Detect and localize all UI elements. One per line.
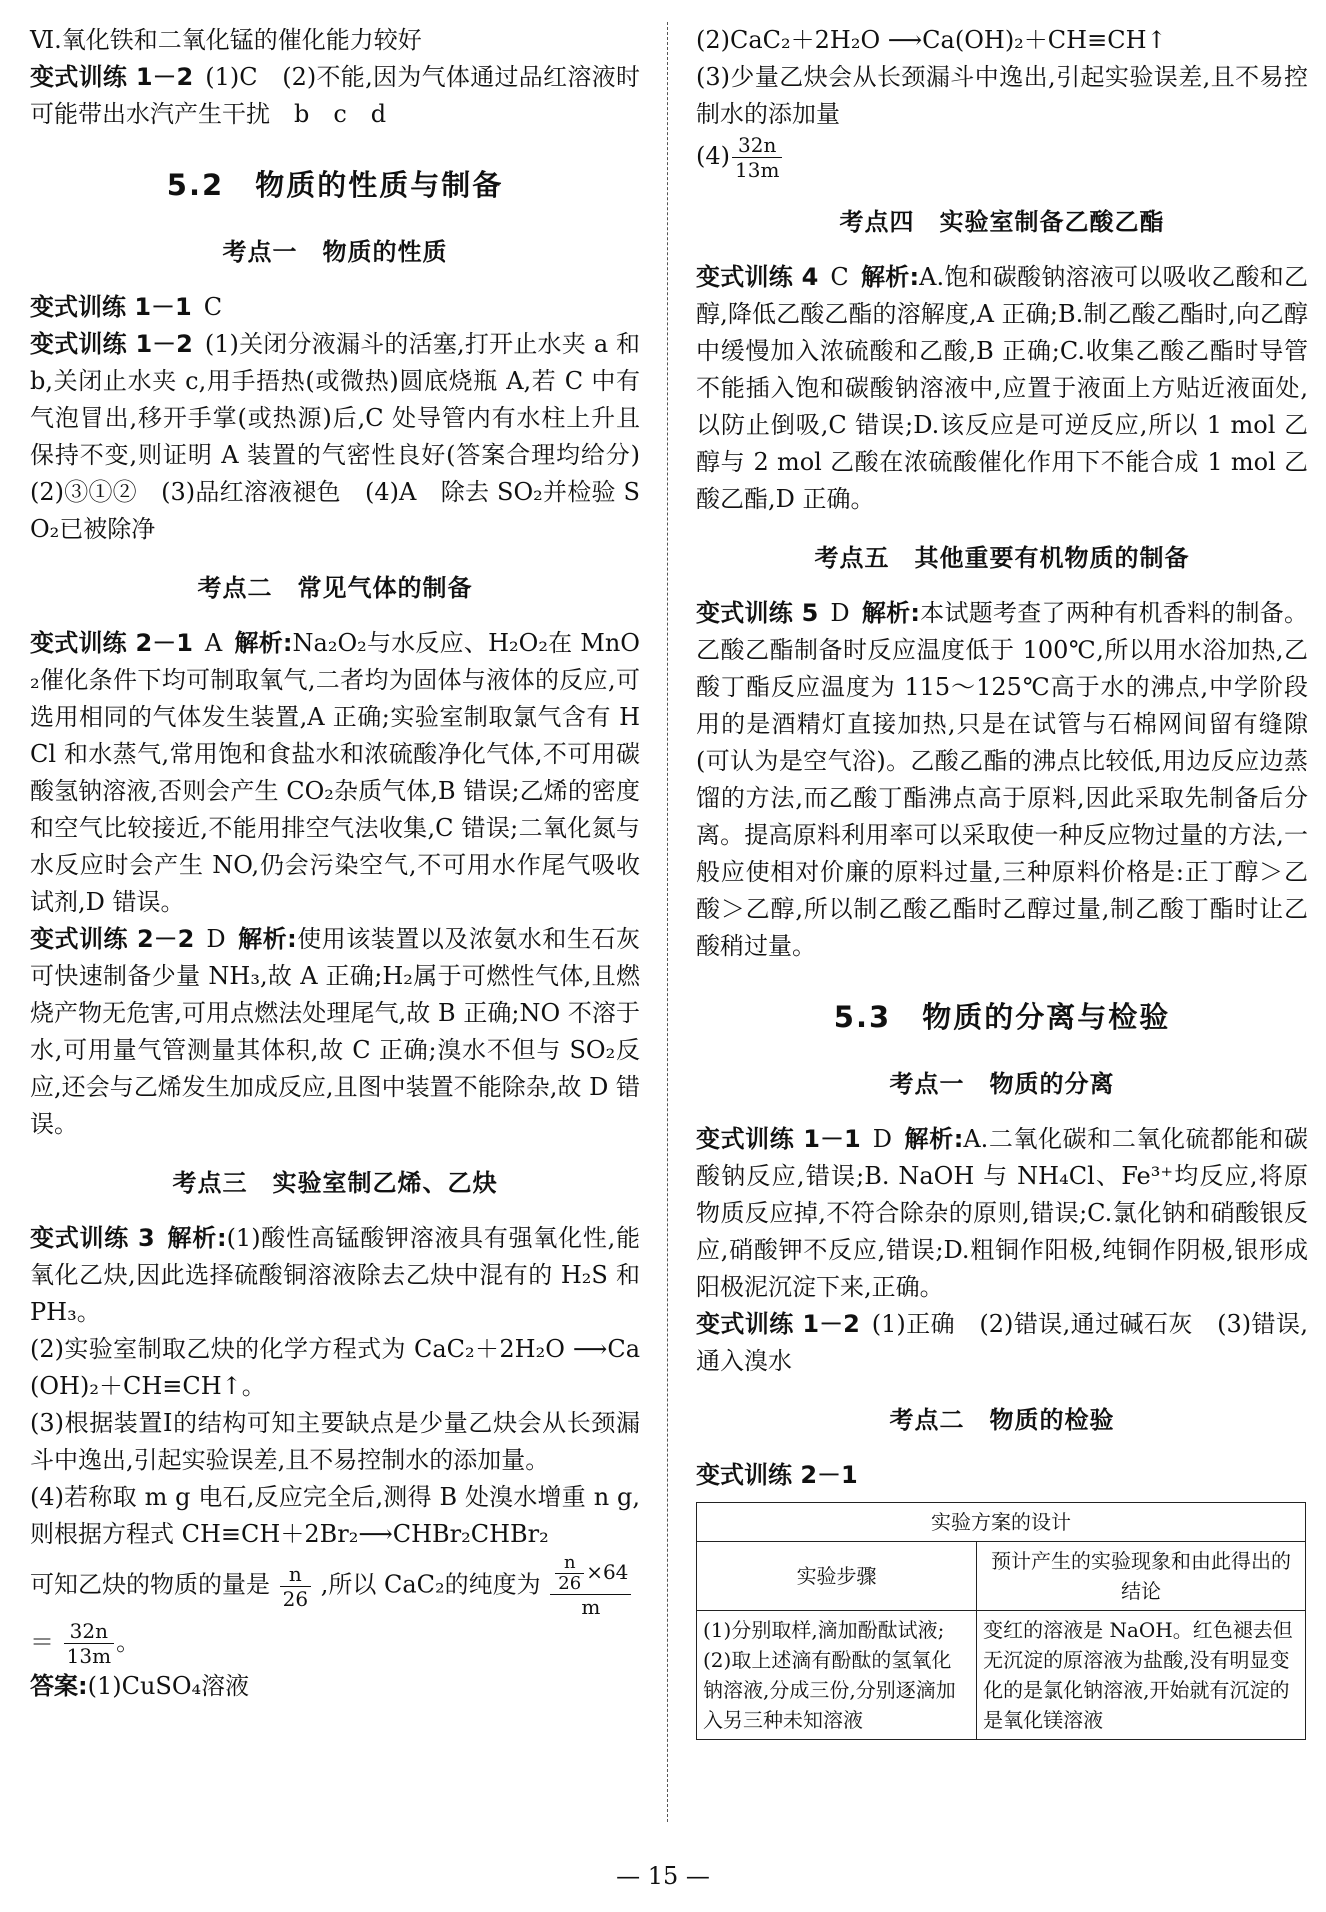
topic-title: 考点二 常见气体的制备	[197, 574, 473, 602]
exercise-5	[696, 595, 1308, 965]
analysis-part-4: (4)若称取 m g 电石,反应完全后,测得 B 处溴水增重 n g,则根据方程式 CH≡CH＋2Br₂⟶CHBr₂CHBr₂	[30, 1483, 640, 1548]
answer-part-4: (4) $\frac{32n}{13m}$	[696, 133, 1308, 182]
analysis-text: 使用该装置以及浓氨水和生石灰可快速制备少量 NH₃,故 A 正确;H₂属于可燃性气体,且燃烧产物无危害,可用点燃法处理尾气,故 B 正确;NO 不溶于水,可用量气管测量其体积,故 C 正确;溴水不但与 SO₂反应,还会与乙烯发生加成反应,且图中装置不能除杂,故 D 错误。	[30, 925, 640, 1138]
formula-text: ,所以 CaC₂的纯度为	[320, 1570, 541, 1599]
column-divider	[667, 22, 668, 1822]
section-number: 5.2	[166, 168, 225, 202]
exercise-answer: C	[203, 293, 223, 321]
analysis-label: 解析:	[166, 1224, 227, 1252]
answer-part-2: (2)CaC₂＋2H₂O ⟶Ca(OH)₂＋CH≡CH↑	[696, 26, 1167, 54]
topic-title: 考点四 实验室制备乙酸乙酯	[839, 208, 1165, 236]
answer-text: (1)CuSO₄溶液	[87, 1672, 250, 1700]
table-header-results: 预计产生的实验现象和由此得出的结论	[977, 1542, 1306, 1611]
exercise-label: 变式训练 2－1	[30, 629, 193, 657]
topic-title: 考点一 物质的性质	[222, 238, 448, 266]
exercise-label: 变式训练 2－1	[696, 1461, 858, 1489]
analysis-label: 解析:	[234, 629, 293, 657]
fraction-n-26: $\frac{n}{26}$	[280, 1562, 311, 1611]
exercise-text: (1)C (2)不能,因为气体通过品红溶液时可能带出水汽产生干扰 b c d	[30, 63, 640, 128]
analysis-text: 本试题考查了两种有机香料的制备。乙酸乙酯制备时反应温度低于 100℃,所以用水浴加热,乙酸丁酯反应温度为 115～125℃高于水的沸点,中学阶段用的是酒精灯直接加热,只是在试管与石棉网间留有缝隙(可认为是空气浴)。乙酸乙酯的沸点比较低,用边反应边蒸馏的方法,而乙酸丁酯沸点高于原料,因此采取先制备后分离。提高原料利用率可以采取使一种反应物过量的方法,一般应使相对价廉的原料过量,三种原料价格是:正丁醇＞乙酸＞乙醇,所以制乙酸乙酯时乙醇过量,制乙酸丁酯时让乙酸稍过量。	[696, 599, 1308, 960]
table-cell-steps: (1)分别取样,滴加酚酞试液;(2)取上述滴有酚酞的氢氧化钠溶液,分成三份,分别逐滴加入另三种未知溶液	[697, 1611, 977, 1740]
fraction-32n-13m: $\frac{32n}{13m}$	[64, 1619, 114, 1668]
exercise-text: (1)关闭分液漏斗的活塞,打开止水夹 a 和 b,关闭止水夹 c,用手捂热(或微热)圆底烧瓶 A,若 C 中有气泡冒出,移开手掌(或热源)后,C 处导管内有水柱上升且保持不变,则证明 A 装置的气密性良好(答案合理均给分) (2)③①② (3)品红溶液褪色 (4)A 除去 SO₂并检验 SO₂已被除净	[30, 330, 664, 543]
table-header-steps: 实验步骤	[697, 1542, 977, 1611]
analysis-part-2: (2)实验室制取乙炔的化学方程式为 CaC₂＋2H₂O ⟶Ca(OH)₂＋CH≡CH↑。	[30, 1335, 640, 1400]
fraction-32n-13m: $\frac{32n}{13m}$	[732, 133, 782, 182]
exercise-label: 变式训练 1－2	[696, 1310, 860, 1338]
exercise-label: 变式训练 4	[696, 263, 819, 291]
left-column	[30, 22, 664, 1705]
exercise-2-1	[30, 625, 640, 921]
exercise-2-2	[30, 921, 640, 1143]
exercise-label: 变式训练 2－2	[30, 925, 195, 953]
analysis-label: 解析:	[237, 925, 297, 953]
exercise-1-1	[30, 289, 640, 326]
exercise-answer: A	[204, 629, 223, 657]
exercise-answer: D	[206, 925, 226, 953]
section-title-5-2	[30, 163, 640, 204]
exercise-answer: C	[830, 263, 849, 291]
exercise-3	[30, 1220, 640, 1331]
section-title-5-3	[696, 995, 1308, 1036]
purity-formula	[30, 1553, 640, 1619]
formula-text: 可知乙炔的物质的量是	[30, 1570, 270, 1599]
section-name: 物质的性质与制备	[255, 168, 504, 202]
table-caption: 实验方案的设计	[697, 1503, 1306, 1542]
exercise-text: (1)正确 (2)错误,通过碱石灰 (3)错误,通入溴水	[696, 1310, 1308, 1375]
topic-title: 考点二 物质的检验	[889, 1406, 1115, 1434]
topic-title: 考点三 实验室制乙烯、乙炔	[172, 1169, 498, 1197]
exercise-label: 变式训练 3	[30, 1224, 155, 1252]
fraction-purity: $\frac{n}{26}$ ×64 m	[550, 1553, 631, 1619]
purity-result: ＝ $\frac{32n}{13m}$ 。	[30, 1619, 141, 1668]
analysis-part-3: (3)根据装置Ⅰ的结构可知主要缺点是少量乙炔会从长颈漏斗中逸出,引起实验误差,且不易控制水的添加量。	[30, 1409, 640, 1474]
analysis-label: 解析:	[903, 1125, 964, 1153]
answer-label: 答案:	[30, 1672, 88, 1700]
analysis-label: 解析:	[861, 599, 920, 627]
exercise-1-2	[30, 326, 664, 548]
analysis-text: (1)酸性高锰酸钾溶液具有强氧化性,能氧化乙炔,因此选择硫酸铜溶液除去乙炔中混有的 H₂S 和 PH₃。	[30, 1224, 640, 1326]
exercise-1-1	[696, 1121, 1308, 1306]
exercise-label: 变式训练 1－2	[30, 330, 193, 358]
right-column	[696, 22, 1308, 1740]
exercise-label: 变式训练 1－1	[30, 293, 192, 321]
exercise-label: 变式训练 1－2	[30, 63, 194, 91]
topic-title: 考点一 物质的分离	[889, 1070, 1115, 1098]
equals-sign: ＝	[30, 1628, 54, 1656]
analysis-label: 解析:	[860, 263, 920, 291]
exercise-1-2	[696, 1306, 1308, 1380]
analysis-text: A.二氧化碳和二氧化硫都能和碳酸钠反应,错误;B. NaOH 与 NH₄Cl、Fe³⁺均反应,将原物质反应掉,不符合除杂的原则,错误;C.氯化钠和硝酸银反应,硝酸钾不反应,错误;D.粗铜作阳极,纯铜作阴极,银形成阳极泥沉淀下来,正确。	[696, 1125, 1308, 1301]
answer-line	[30, 1668, 640, 1705]
intro-line: Ⅵ.氧化铁和二氧化锰的催化能力较好	[30, 26, 422, 54]
answer-part-3: (3)少量乙炔会从长颈漏斗中逸出,引起实验误差,且不易控制水的添加量	[696, 63, 1308, 128]
exercise-label: 变式训练 5	[696, 599, 819, 627]
exercise-answer: D	[830, 599, 850, 627]
experiment-table	[696, 1502, 1306, 1740]
topic-title: 考点五 其他重要有机物质的制备	[814, 544, 1190, 572]
section-name: 物质的分离与检验	[922, 1000, 1171, 1034]
section-number: 5.3	[833, 1000, 892, 1034]
page-number: — 15 —	[616, 1862, 710, 1890]
exercise-2-1	[696, 1457, 1308, 1494]
exercise-4	[696, 259, 1308, 518]
exercise-answer: D	[872, 1125, 892, 1153]
exercise-1-2	[30, 59, 640, 133]
exercise-label: 变式训练 1－1	[696, 1125, 861, 1153]
analysis-text: Na₂O₂与水反应、H₂O₂在 MnO₂催化条件下均可制取氧气,二者均为固体与液体的反应,可选用相同的气体发生装置,A 正确;实验室制取氯气含有 HCl 和水蒸气,常用饱和食盐水和浓硫酸净化气体,不可用碳酸氢钠溶液,否则会产生 CO₂杂质气体,B 错误;乙烯的密度和空气比较接近,不能用排空气法收集,C 错误;二氧化氮与水反应时会产生 NO,仍会污染空气,不可用水作尾气吸收试剂,D 错误。	[30, 629, 640, 916]
analysis-text: A.饱和碳酸钠溶液可以吸收乙酸和乙醇,降低乙酸乙酯的溶解度,A 正确;B.制乙酸乙酯时,向乙醇中缓慢加入浓硫酸和乙酸,B 正确;C.收集乙酸乙酯时导管不能插入饱和碳酸钠溶液中,应置于液面上方贴近液面处,以防止倒吸,C 错误;D.该反应是可逆反应,所以 1 mol 乙醇与 2 mol 乙酸在浓硫酸催化作用下不能合成 1 mol 乙酸乙酯,D 正确。	[696, 263, 1308, 513]
table-cell-results: 变红的溶液是 NaOH。红色褪去但无沉淀的原溶液为盐酸,没有明显变化的是氯化钠溶液,开始就有沉淀的是氧化镁溶液	[977, 1611, 1306, 1740]
